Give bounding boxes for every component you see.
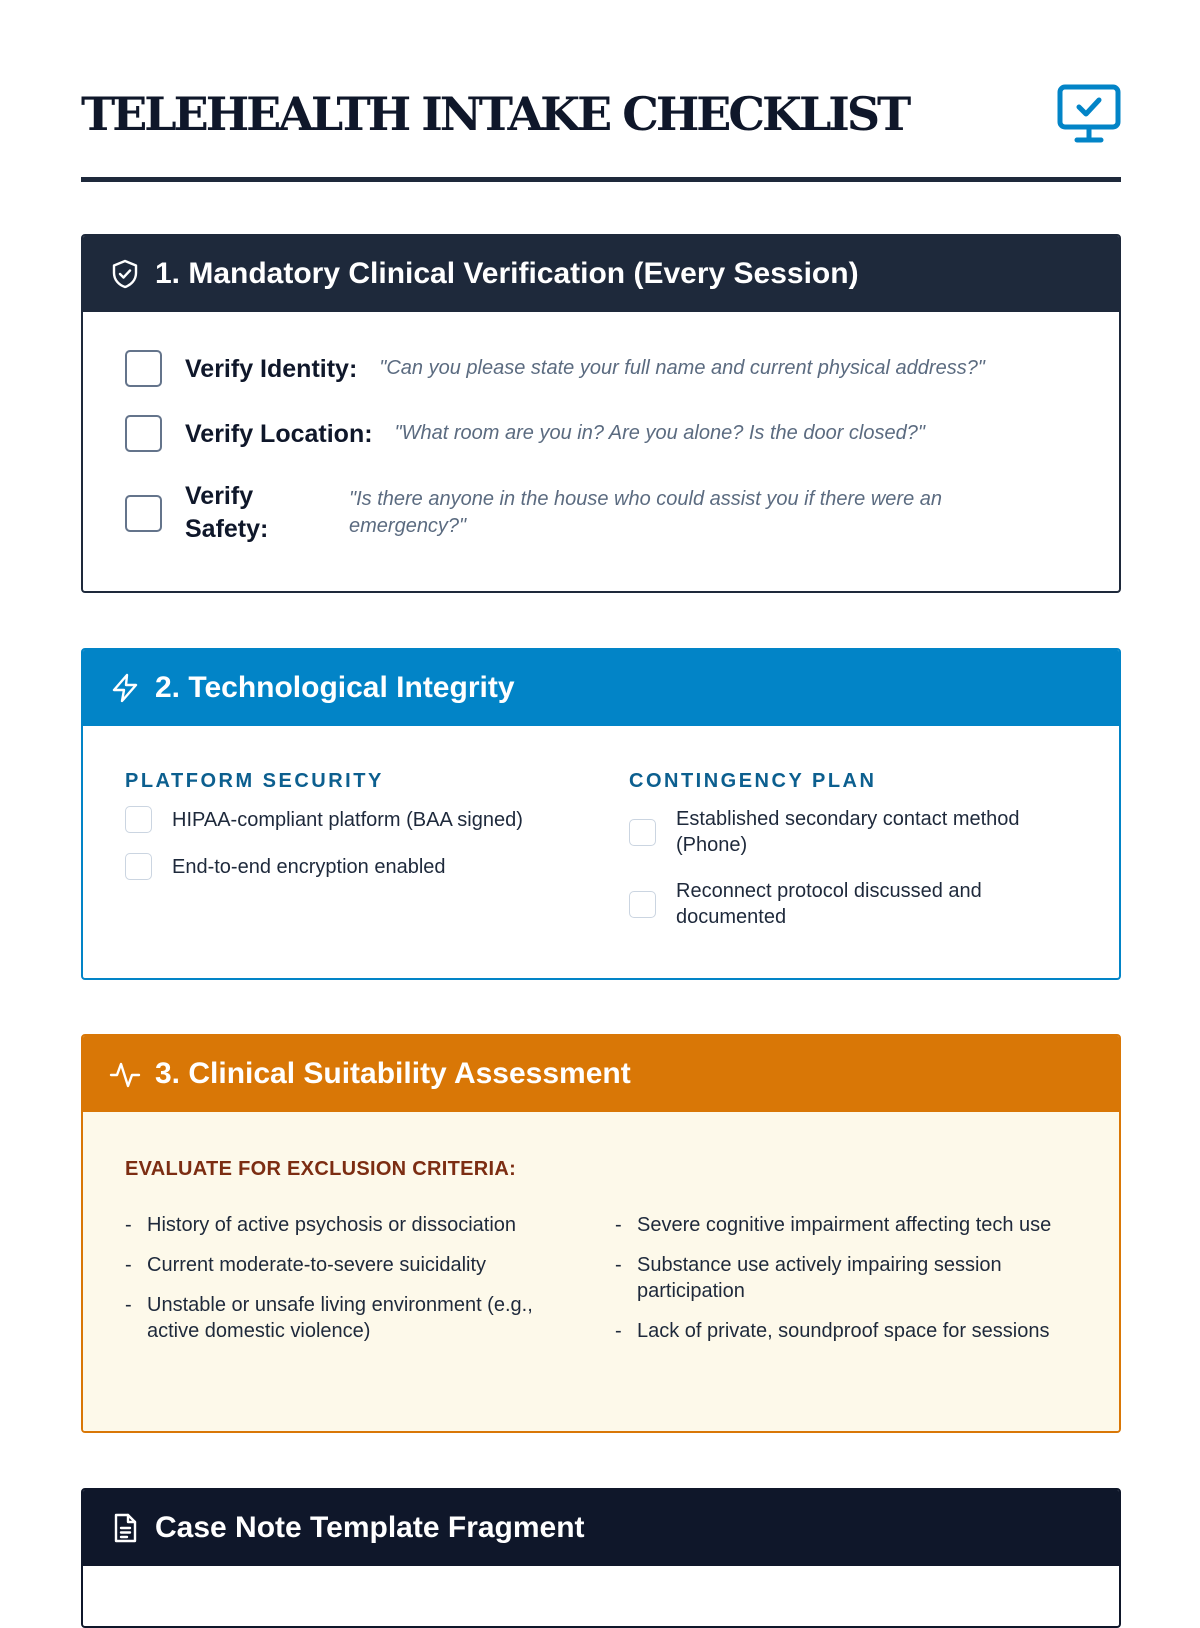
secondary-contact-checkbox[interactable]	[629, 819, 656, 846]
document-icon	[109, 1512, 141, 1544]
verify-identity-prompt: "Can you please state your full name and current physical address?"	[379, 357, 985, 379]
bullet-dash: -	[125, 1294, 132, 1316]
checklist-item-label: HIPAA-compliant platform (BAA signed)	[172, 808, 523, 831]
bullet-dash: -	[615, 1320, 622, 1342]
tech-columns	[83, 726, 1119, 976]
bullet-dash: -	[615, 1254, 622, 1276]
verify-identity-row	[125, 350, 1119, 387]
exclusion-list-left	[125, 1212, 565, 1358]
bullet-dash: -	[125, 1214, 132, 1236]
contingency-plan-list	[629, 806, 1079, 930]
section-title: 2. Technological Integrity	[155, 671, 515, 704]
checklist-item-label: End-to-end encryption enabled	[172, 855, 446, 878]
list-item-text: Severe cognitive impairment affecting tech use	[637, 1214, 1052, 1236]
hipaa-checkbox[interactable]	[125, 806, 152, 833]
verify-location-row	[125, 415, 1119, 452]
section-technological-integrity	[81, 648, 1121, 980]
platform-security-list	[125, 806, 575, 880]
verify-location-label: Verify Location:	[185, 419, 373, 448]
list-item-text: Unstable or unsafe living environment (e.g., active domestic violence)	[147, 1294, 533, 1342]
verify-location-prompt: "What room are you in? Are you alone? Is the door closed?"	[394, 422, 925, 444]
section-title: 3. Clinical Suitability Assessment	[155, 1057, 631, 1090]
section-title: 1. Mandatory Clinical Verification (Every Session)	[155, 257, 859, 290]
verify-identity-label: Verify Identity:	[185, 354, 358, 383]
list-item-text: History of active psychosis or dissociation	[147, 1214, 517, 1236]
document-header	[81, 0, 1121, 182]
monitor-check-icon	[1057, 84, 1121, 144]
exclusion-list-right	[615, 1212, 1055, 1358]
page-title: TELEHEALTH INTAKE CHECKLIST	[81, 87, 909, 141]
lightning-icon	[109, 672, 141, 704]
bullet-dash: -	[125, 1254, 132, 1276]
checklist-item	[125, 853, 575, 880]
checklist-item	[629, 878, 1079, 930]
section-case-note-template	[81, 1488, 1121, 1628]
verify-safety-label: Verify Safety:	[185, 482, 269, 543]
list-item	[615, 1318, 1055, 1344]
section-header	[83, 1036, 1119, 1112]
checklist-item-label: Reconnect protocol discussed and documented	[676, 880, 982, 928]
section-header	[83, 236, 1119, 312]
checklist-item	[629, 806, 1079, 858]
list-item-text: Current moderate-to-severe suicidality	[147, 1254, 487, 1276]
platform-security-heading: PLATFORM SECURITY	[125, 770, 384, 792]
verification-list	[83, 312, 1119, 546]
section-title: Case Note Template Fragment	[155, 1511, 585, 1544]
exclusion-criteria-heading: EVALUATE FOR EXCLUSION CRITERIA:	[125, 1158, 517, 1180]
list-item	[615, 1252, 1055, 1304]
verify-safety-row	[125, 480, 1119, 546]
list-item	[125, 1252, 565, 1278]
suitability-body	[83, 1112, 1119, 1433]
encryption-checkbox[interactable]	[125, 853, 152, 880]
section-clinical-verification	[81, 234, 1121, 593]
list-item-text: Substance use actively impairing session participation	[637, 1254, 1002, 1302]
contingency-plan-heading: CONTINGENCY PLAN	[629, 770, 877, 792]
checklist-item-label: Established secondary contact method (Phone)	[676, 808, 1020, 856]
list-item	[615, 1212, 1055, 1238]
shield-check-icon	[109, 258, 141, 290]
checklist-item	[125, 806, 575, 833]
reconnect-protocol-checkbox[interactable]	[629, 891, 656, 918]
list-item	[125, 1292, 565, 1344]
verify-safety-prompt: "Is there anyone in the house who could assist you if there were an emergency?"	[349, 488, 943, 537]
section-header	[83, 650, 1119, 726]
section-clinical-suitability	[81, 1034, 1121, 1433]
platform-security-column	[125, 768, 575, 900]
pulse-icon	[109, 1058, 141, 1090]
section-header	[83, 1490, 1119, 1566]
verify-location-checkbox[interactable]	[125, 415, 162, 452]
verify-identity-checkbox[interactable]	[125, 350, 162, 387]
verify-safety-checkbox[interactable]	[125, 495, 162, 532]
contingency-plan-column	[629, 768, 1079, 950]
bullet-dash: -	[615, 1214, 622, 1236]
list-item	[125, 1212, 565, 1238]
list-item-text: Lack of private, soundproof space for sessions	[637, 1320, 1050, 1342]
